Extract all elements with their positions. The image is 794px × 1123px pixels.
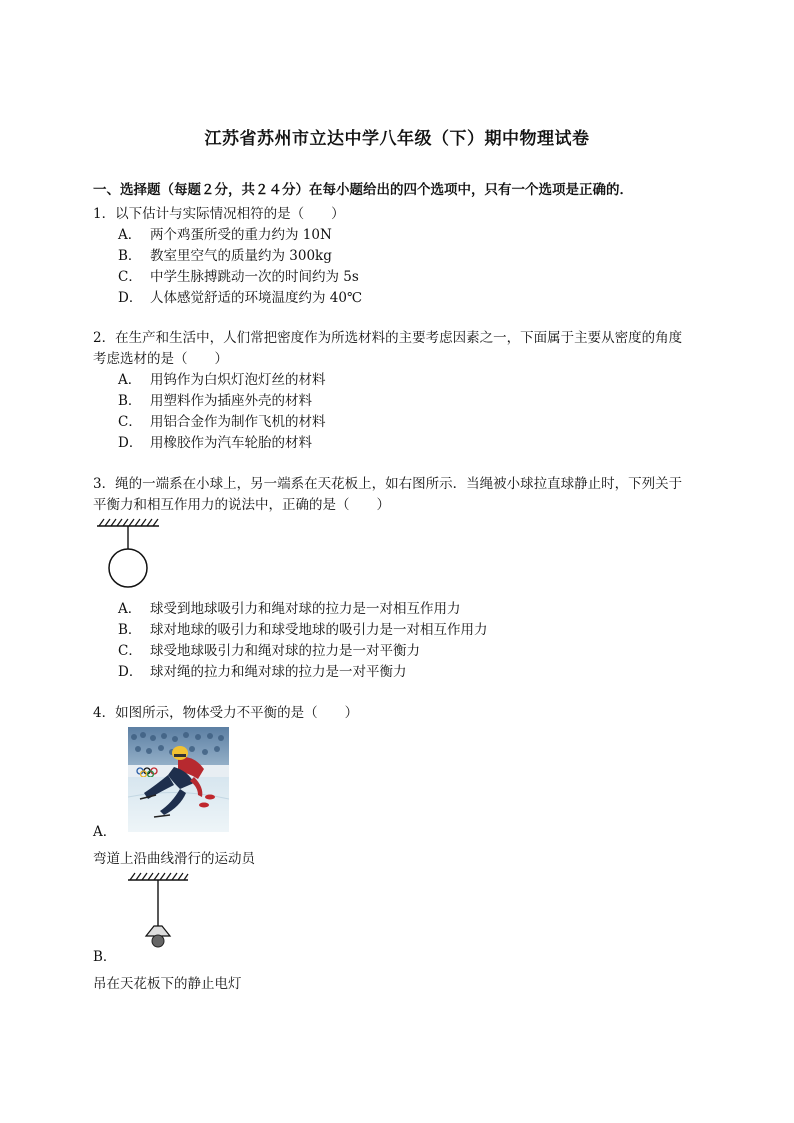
q2-stem-line2: 考虑选材的是（ ） bbox=[93, 351, 228, 367]
exam-page: 江苏省苏州市立达中学八年级（下）期中物理试卷 一、选择题（每题２分，共２４分）在每小题给出的四个选项中，只有一个选项是正确的． 1．以下估计与实际情况相符的是（ ） A． 两个鸡蛋所受的重力约为 10N B． 教室里空气的质量约为 300kg C． 中学生脉搏跳动一次的时间约为 5s D． 人体感觉舒适的环境温度约为 40℃ 2．在生产和生活中，人们常把密度作为所选材料的主要考虑因素之一，下面属于主要从密度的角度 考虑选材的是（ ） A． 用钨作为白炽灯泡灯丝的材料 B． 用塑料作为插座外壳的材料 C． 用铝合金作为制作飞机的材料 D． 用橡胶作为汽车轮胎的材料 3．绳的一端系在小球上，另一端系在天花板上，如右图所示．当绳被小球拉直球静止时，下列关于 平衡力和相互作用力的说法中，正确的是（ ） A． 球受到地球吸引力和绳对球的拉力是一对相互作用力 B． 球对地球的吸引力和球受地球的吸引力是一对相互作用力 C． 球受地球吸引力和绳对球的拉力是一对平衡力 D． 球对绳的拉力和绳对球的拉力是一对平衡力 4．如图所示，物体受力不平衡的是（ ） A． 弯道上沿曲线滑行的运动员 B． 吊在天花板下的静止电灯 bbox=[0, 0, 794, 1123]
speed-skater-image bbox=[128, 727, 229, 832]
ball bbox=[109, 549, 147, 587]
ceiling-hatch bbox=[97, 519, 159, 526]
hanging-ball-figure bbox=[94, 516, 164, 592]
q4-option-a-letter: A． bbox=[93, 824, 117, 840]
q4-stem: 4．如图所示，物体受力不平衡的是（ ） bbox=[93, 705, 359, 721]
hanging-lamp-figure bbox=[126, 870, 190, 948]
q3-stem-line2: 平衡力和相互作用力的说法中，正确的是（ ） bbox=[93, 497, 390, 513]
q4-option-a-caption: 弯道上沿曲线滑行的运动员 bbox=[93, 851, 255, 867]
section-heading: 一、选择题（每题２分，共２４分）在每小题给出的四个选项中，只有一个选项是正确的． bbox=[93, 182, 633, 198]
q4-option-b-letter: B． bbox=[93, 949, 117, 965]
ceiling-hatch bbox=[128, 873, 188, 880]
light-bulb bbox=[152, 935, 164, 947]
q1-stem: 1．以下估计与实际情况相符的是（ ） bbox=[93, 206, 345, 222]
page-title: 江苏省苏州市立达中学八年级（下）期中物理试卷 bbox=[204, 129, 590, 149]
q4-option-b-caption: 吊在天花板下的静止电灯 bbox=[93, 976, 242, 992]
q3-stem-line1: 3．绳的一端系在小球上，另一端系在天花板上，如右图所示．当绳被小球拉直球静止时，下列关于 bbox=[93, 476, 683, 492]
q2-stem-line1: 2．在生产和生活中，人们常把密度作为所选材料的主要考虑因素之一，下面属于主要从密度的角度 bbox=[93, 330, 683, 346]
